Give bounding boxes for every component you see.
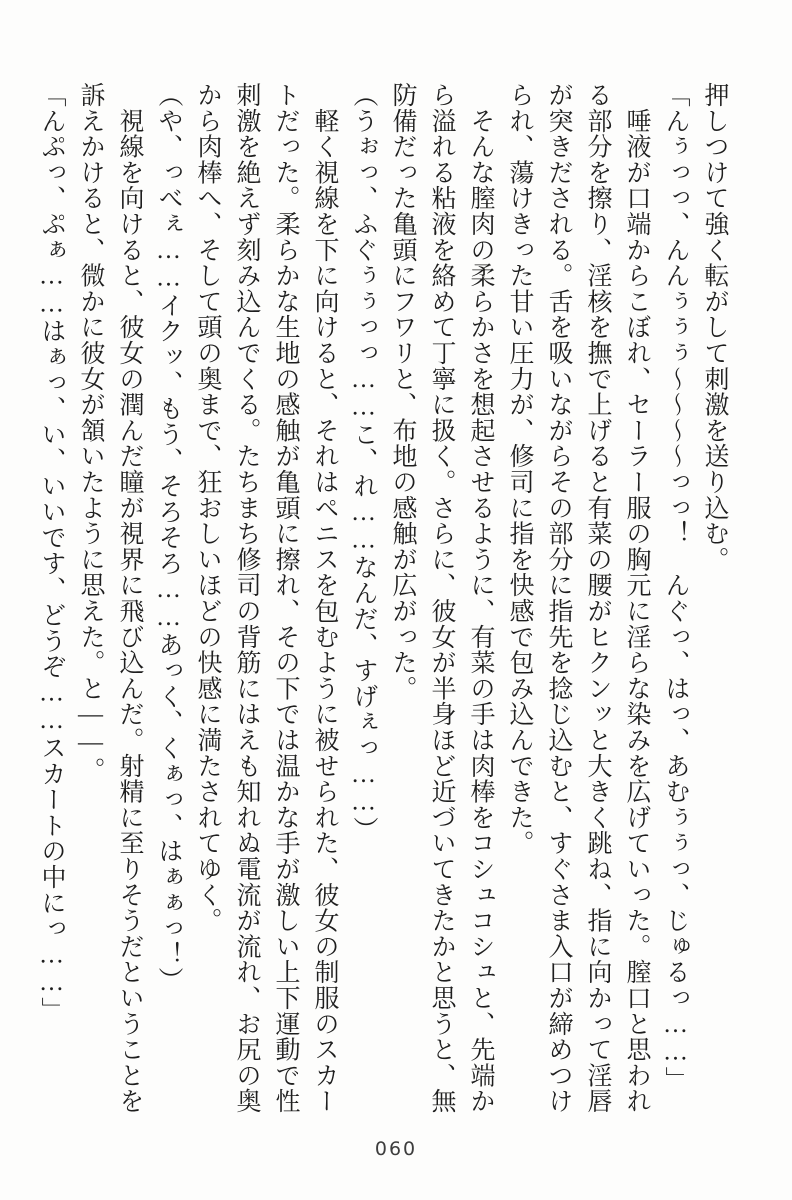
body-text — [32, 82, 734, 1124]
text-line: （や、っべぇ……イクッ、もう、そろそろ……あっく、くぁっ、はぁぁっ！） — [155, 82, 182, 993]
text-line: る部分を擦り、淫核を撫で上げると有菜の腰がヒクンッと大きく跳ね、指に向かって淫唇 — [584, 82, 611, 1114]
page-number: 060 — [374, 1138, 418, 1160]
text-line: ら溢れる粘液を絡めて丁寧に扱く。さらに、彼女が半身ほど近づいてきたかと思うと、無 — [428, 82, 455, 1114]
text-line: 唾液が口端からこぼれ、セーラー服の胸元に淫らな染みを広げていった。膣口と思われ — [623, 82, 650, 1114]
text-line: 訴えかけると、微かに彼女が頷いたように思えた。と――。 — [77, 82, 104, 783]
text-line: 軽く視線を下に向けると、それはペニスを包むように被せられた、彼女の制服のスカー — [311, 82, 338, 1114]
text-line: 「んぅっっ、んんぅぅぅ～～～～っっ！ んぐっ、はっ、あむぅぅっ、じゅるっ……」 — [662, 82, 689, 1093]
text-line: 刺激を絶えず刻み込んでくる。たちまち修司の背筋にはえも知れぬ電流が流れ、お尻の奥 — [233, 82, 260, 1114]
text-line: トだった。柔らかな生地の感触が亀頭に擦れ、その下では温かな手が激しい上下運動で性 — [272, 82, 299, 1114]
text-line: そんな膣肉の柔らかさを想起させるように、有菜の手は肉棒をコシュコシュと、先端か — [467, 82, 494, 1114]
text-line: が突きだされる。舌を吸いながらその部分に指先を捻じ込むと、すぐさま入口が締めつけ — [545, 82, 572, 1114]
text-line: 防備だった亀頭にフワリと、布地の感触が広がった。 — [389, 82, 416, 702]
text-line: 押しつけて強く転がして刺激を送り込む。 — [701, 82, 728, 573]
text-line: （うぉっ、ふぐぅぅっっ……こ、れ……なんだ、すげぇっ……） — [350, 82, 377, 843]
text-line: 視線を向けると、彼女の潤んだ瞳が視界に飛び込んだ。射精に至りそうだということを — [116, 82, 143, 1114]
text-line: 「んぷっ、ぷぁ……はぁっ、い、いいです、どうぞ……スカートの中にっ……」 — [38, 82, 65, 1023]
text-line: から肉棒へ、そして頭の奥まで、狂おしいほどの快感に満たされてゆく。 — [194, 82, 221, 934]
text-line: られ、蕩けきった甘い圧力が、修司に指を快感で包み込んできた。 — [506, 82, 533, 856]
